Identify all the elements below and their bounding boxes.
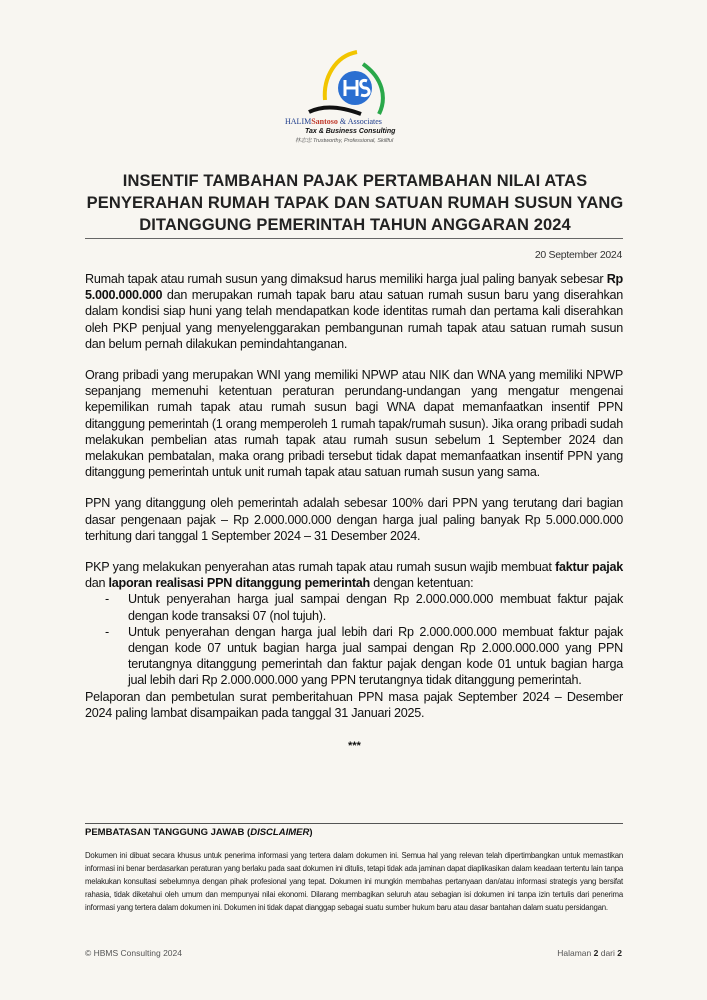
disclaimer-section — [85, 823, 623, 914]
paragraph-5: Pelaporan dan pembetulan surat pemberitahuan PPN masa pajak September 2024 – Desember 2024 paling lambat disampaikan pada tanggal 31 Januari 2025. — [85, 689, 623, 720]
logo-emblem-icon — [295, 48, 415, 118]
logo-subtitle: Tax & Business Consulting — [305, 128, 396, 135]
logo-tagline: 林志忠 Trustworthy, Professional, Skillful — [295, 138, 394, 144]
document-date: 20 September 2024 — [534, 249, 622, 261]
title-divider — [85, 238, 623, 239]
document-content — [85, 271, 623, 753]
document-title: INSENTIF TAMBAHAN PAJAK PERTAMBAHAN NILAI ATAS PENYERAHAN RUMAH TAPAK DAN SATUAN RUMAH SUSUN YANG DITANGGUNG PEMERINTAH TAHUN ANGGARAN 2024 — [86, 172, 624, 234]
list-item: - Untuk penyerahan dengan harga jual lebih dari Rp 2.000.000.000 membuat faktur pajak dengan kode 07 untuk bagian harga jual sampai dengan Rp 2.000.000.000 yang PPN terutangnya ditanggung pemerintah dan faktur pajak dengan kode 01 untuk bagian harga jual lebih dari Rp 2.000.000.000 yang PPN terutangnya tidak ditanggung pemerintah. — [105, 624, 623, 688]
list-item: - Untuk penyerahan harga jual sampai dengan Rp 2.000.000.000 membuat faktur pajak dengan kode transaksi 07 (nol tujuh). — [105, 592, 623, 623]
footer-copyright: © HBMS Consulting 2024 — [85, 948, 182, 958]
provision-list — [85, 591, 623, 688]
logo-name: HALIMSantoso & Associates — [285, 117, 382, 126]
disclaimer-text: Dokumen ini dibuat secara khusus untuk penerima informasi yang tertera dalam dokumen ini. Semua hal yang relevan telah dipertimbangkan untuk memastikan informasi ini benar berdasarkan peraturan yang berlaku pada saat dokumen ini ditulis, tetapi tidak ada jaminan dapat diaplikasikan dalam keadaan tertentu lain tanpa melakukan konsultasi sebelumnya dengan pihak profesional yang tepat. Dokumen ini mungkin membahas pertanyaan dan/atau informasi strategis yang bersifat rahasia, tidak diketahui oleh umum dan mempunyai nilai ekonomi. Dilarang membagikan seluruh atau sebagian isi dokumen ini tanpa izin tertulis dari penerima informasi yang tertera dalam dokumen ini. Dokumen ini tidak dapat dianggap sebagai suatu sumber hukum baru atau dasar bantahan dalam suatu persidangan. — [85, 851, 623, 912]
page-number: Halaman 2 dari 2 — [557, 948, 622, 958]
paragraph-3: PPN yang ditanggung oleh pemerintah adalah sebesar 100% dari PPN yang terutang dari bagian dasar pengenaan pajak – Rp 2.000.000.000 dengan harga jual paling banyak Rp 5.000.000.000 terhitung dari tanggal 1 September 2024 – 31 Desember 2024. — [85, 496, 623, 543]
paragraph-4: PKP yang melakukan penyerahan atas rumah tapak atau rumah susun wajib membuat faktur pajak dan laporan realisasi PPN ditanggung pemerintah dengan ketentuan: — [85, 560, 624, 591]
disclaimer-title: PEMBATASAN TANGGUNG JAWAB (DISCLAIMER) — [85, 827, 313, 838]
section-separator: *** — [347, 740, 361, 753]
document-body — [85, 271, 623, 721]
paragraph-2: Orang pribadi yang merupakan WNI yang memiliki NPWP atau NIK dan WNA yang memiliki NPWP sepanjang memenuhi ketentuan peraturan perundang-undangan yang mengatur mengenai kepemilikan rumah tapak atau rumah susun bagi WNA dapat memanfaatkan insentif PPN ditanggung pemerintah (1 orang memperoleh 1 rumah tapak/rumah susun). Jika orang pribadi sudah melakukan pembelian atas rumah tapak atau rumah susun sebelum 1 September 2024 dan melakukan pembatalan, maka orang pribadi tersebut tidak dapat memanfaatkan insentif PPN yang ditanggung pemerintah untuk unit rumah tapak atau satuan rumah susun yang sama. — [85, 368, 623, 480]
paragraph-1: Rumah tapak atau rumah susun yang dimaksud harus memiliki harga jual paling banyak sebesar Rp 5.000.000.000 dan merupakan rumah tapak baru atau satuan rumah susun baru yang diserahkan dalam kondisi siap huni yang telah mendapatkan kode identitas rumah dan pertama kali diserahkan oleh PKP penjual yang menyelenggarakan pembangunan rumah tapak atau satuan rumah susun dan belum pernah dilakukan pemindahtanganan. — [85, 272, 623, 351]
